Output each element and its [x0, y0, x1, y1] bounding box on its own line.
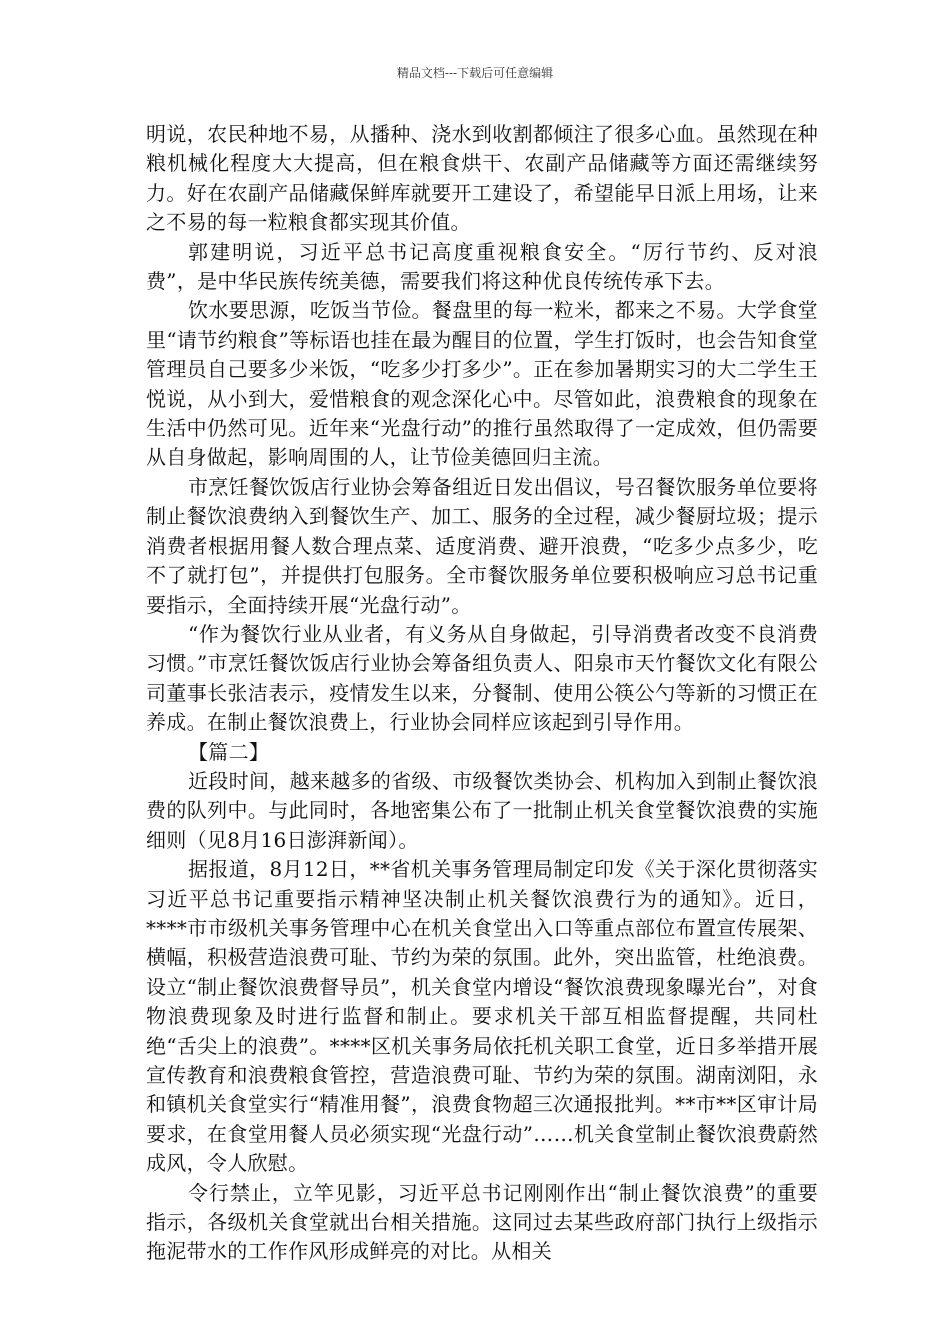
paragraph-6: 近段时间，越来越多的省级、市级餐饮类协会、机构加入到制止餐饮浪费的队列中。与此同时，各地密集公布了一批制止机关食堂餐饮浪费的实施细则（见8月16日澎湃新闻）。 — [146, 768, 818, 852]
paragraph-8: 令行禁止，立竿见影，习近平总书记刚刚作出“制止餐饮浪费”的重要指示，各级机关食堂就出台相关措施。这同过去某些政府部门执行上级指示拖泥带水的工作作风形成鲜亮的对比。从相关 — [146, 1180, 818, 1264]
paragraph-4: 市烹饪餐饮饭店行业协会筹备组近日发出倡议，号召餐饮服务单位要将制止餐饮浪费纳入到餐饮生产、加工、服务的全过程，减少餐厨垃圾；提示消费者根据用餐人数合理点菜、适度消费、避开浪费，“吃多少点多少，吃不了就打包”，并提供打包服务。全市餐饮服务单位要积极响应习总书记重要指示，全面持续开展“光盘行动”。 — [146, 474, 818, 617]
paragraph-3: 饮水要思源，吃饭当节俭。餐盘里的每一粒米，都来之不易。大学食堂里“请节约粮食”等标语也挂在最为醒目的位置，学生打饭时，也会告知食堂管理员自己要多少米饭，“吃多少打多少”。正在参加暑期实习的大二学生王悦说，从小到大，爱惜粮食的观念深化心中。尽管如此，浪费粮食的现象在生活中仍然可见。近年来“光盘行动”的推行虽然取得了一定成效，但仍需要从自身做起，影响周围的人，让节俭美德回归主流。 — [146, 298, 818, 470]
document-body — [146, 120, 818, 1267]
paragraph-7: 据报道，8月12日，**省机关事务管理局制定印发《关于深化贯彻落实习近平总书记重要指示精神坚决制止机关餐饮浪费行为的通知》。近日，****市市级机关事务管理中心在机关食堂出入口等重点部位布置宣传展架、横幅，积极营造浪费可耻、节约为荣的氛围。此外，突出监管，杜绝浪费。设立“制止餐饮浪费督导员”，机关食堂内增设“餐饮浪费现象曝光台”，对食物浪费现象及时进行监督和制止。要求机关干部互相监督提醒，共同杜绝“舌尖上的浪费”。****区机关事务局依托机关职工食堂，近日多举措开展宣传教育和浪费粮食管控，营造浪费可耻、节约为荣的氛围。湖南浏阳，永和镇机关食堂实行“精准用餐”，浪费食物超三次通报批判。**市**区审计局要求，在食堂用餐人员必须实现“光盘行动”……机关食堂制止餐饮浪费蔚然成风，令人欣慰。 — [146, 857, 818, 1176]
section-heading: 【篇二】 — [188, 739, 270, 764]
page-header: 精品文档---下载后可任意编辑 — [396, 66, 554, 80]
paragraph-1: 明说，农民种地不易，从播种、浇水到收割都倾注了很多心血。虽然现在种粮机械化程度大大提高，但在粮食烘干、农副产品储藏等方面还需继续努力。好在农副产品储藏保鲜库就要开工建设了，希望能早日派上用场，让来之不易的每一粒粮食都实现其价值。 — [146, 122, 818, 235]
paragraph-2: 郭建明说，习近平总书记高度重视粮食安全。“厉行节约、反对浪费”，是中华民族传统美德，需要我们将这种优良传统传承下去。 — [146, 239, 818, 294]
paragraph-5: “作为餐饮行业从业者，有义务从自身做起，引导消费者改变不良消费习惯。”市烹饪餐饮饭店行业协会筹备组负责人、阳泉市天竹餐饮文化有限公司董事长张洁表示，疫情发生以来，分餐制、使用公筷公勺等新的习惯正在养成。在制止餐饮浪费上，行业协会同样应该起到引导作用。 — [146, 621, 818, 735]
